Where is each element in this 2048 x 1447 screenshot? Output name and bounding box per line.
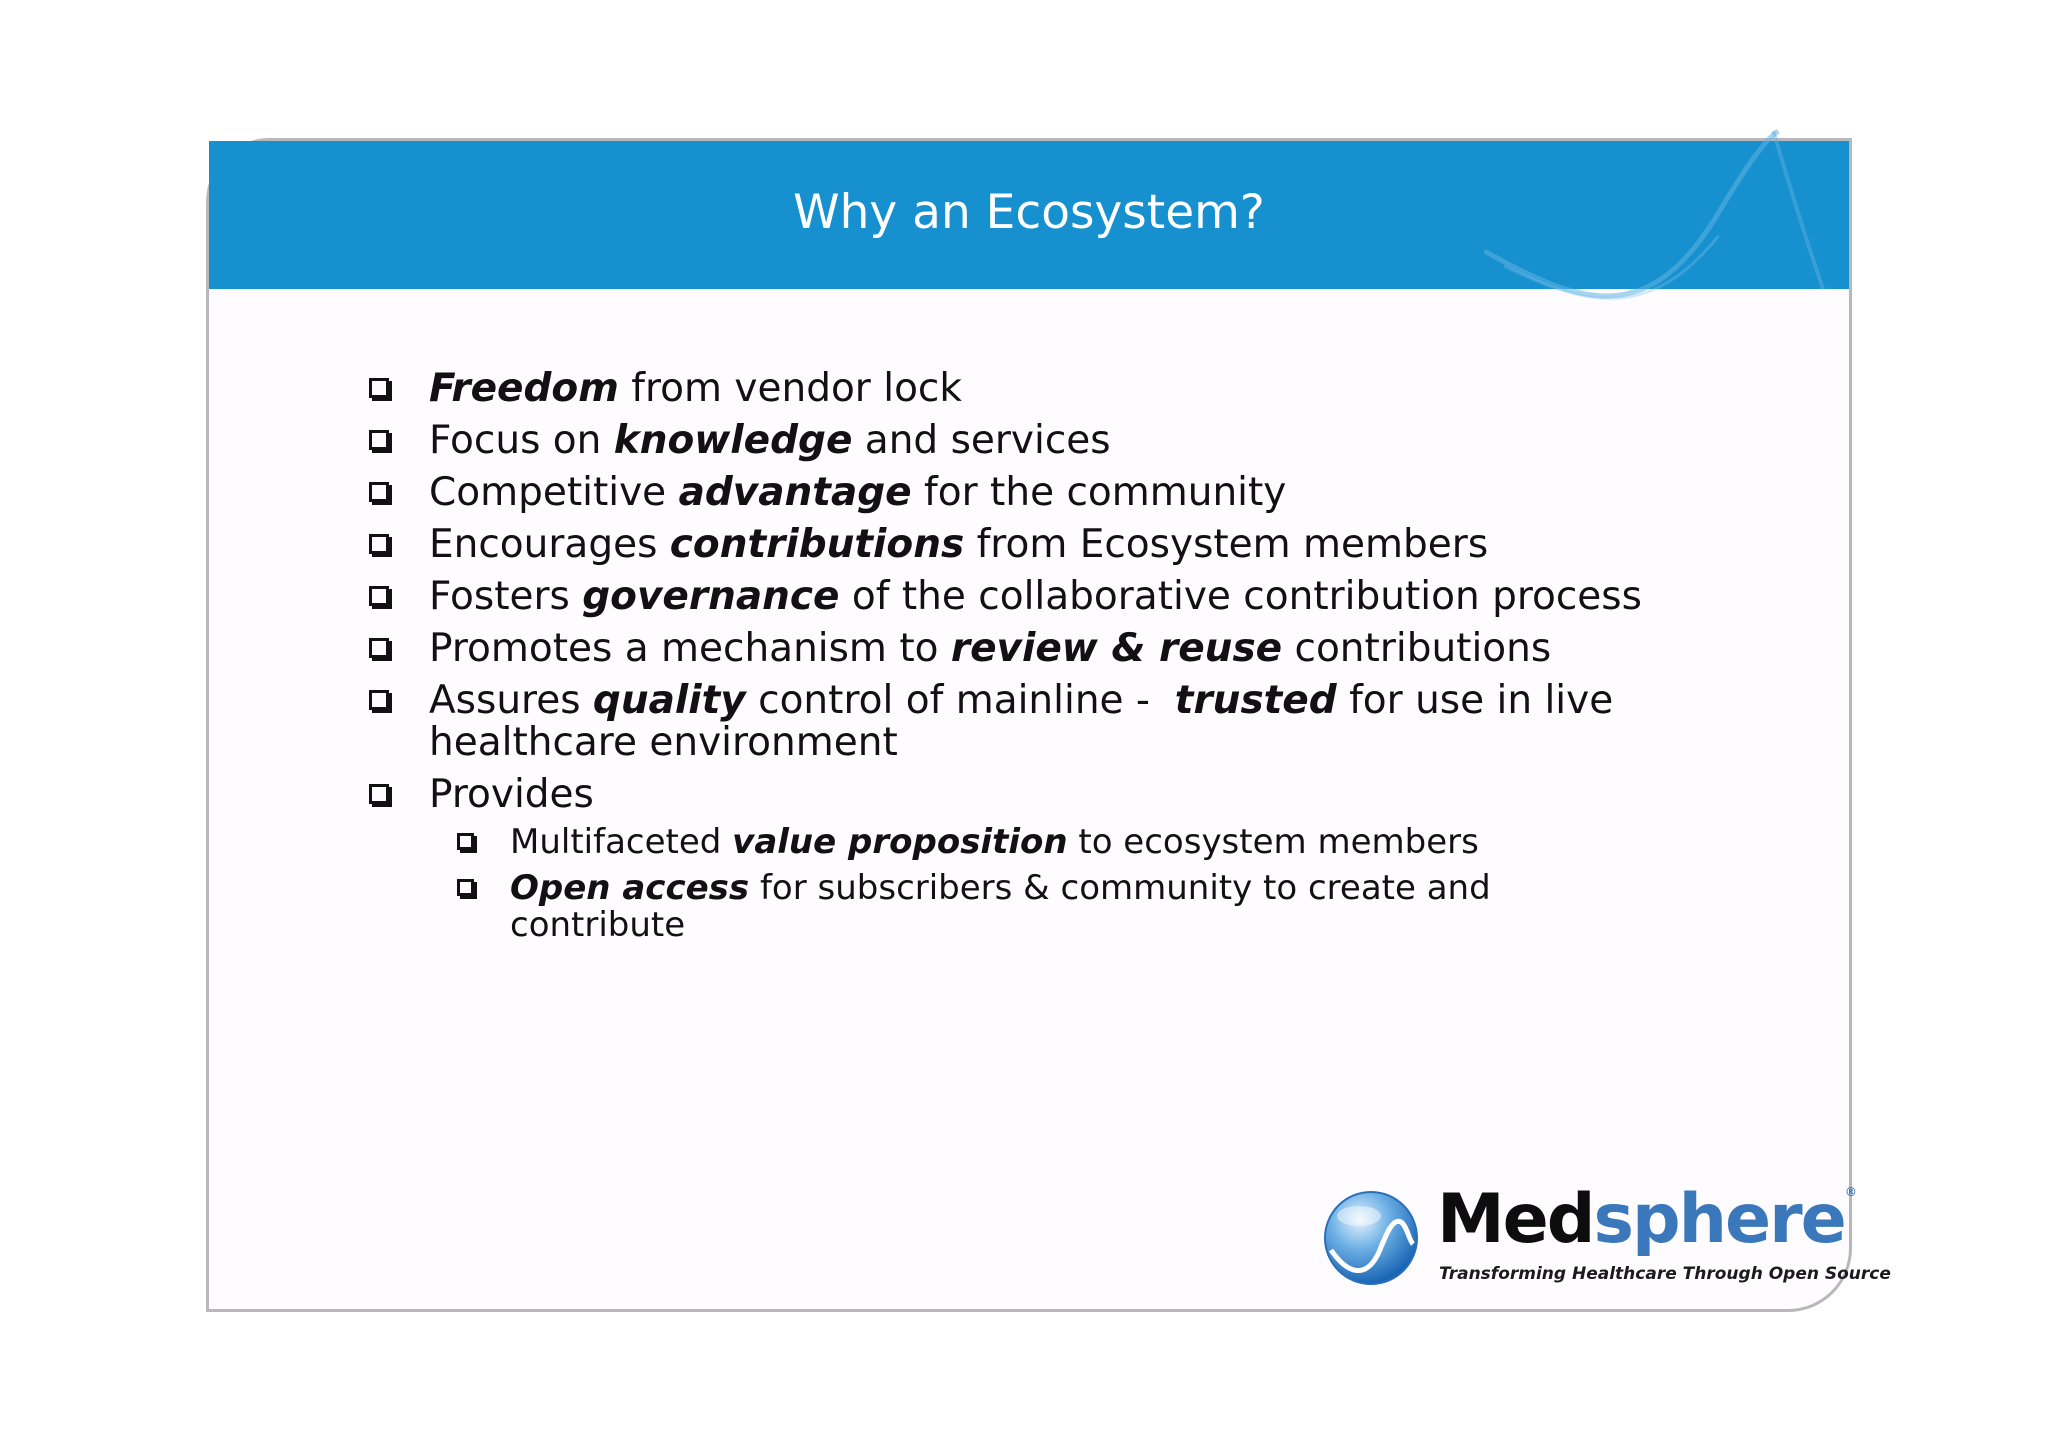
checkbox-square-icon	[369, 638, 389, 658]
slide-title: Why an Ecosystem?	[793, 185, 1265, 240]
sub-bullet-text: Open access for subscribers & community to create and contribute	[510, 868, 1491, 945]
medsphere-logo	[1321, 1180, 1891, 1292]
bullet-text: Promotes a mechanism to review & reuse contributions	[429, 626, 1552, 671]
checkbox-square-icon	[369, 784, 389, 804]
logo-wordmark: Medsphere®	[1437, 1180, 1857, 1259]
bullet-text: Assures quality control of mainline - trusted for use in live healthcare environment	[429, 678, 1614, 765]
checkbox-square-icon	[369, 690, 389, 710]
checkbox-square-icon	[369, 586, 389, 606]
bullet-text: Fosters governance of the collaborative contribution process	[429, 574, 1642, 619]
medsphere-globe-icon	[1321, 1188, 1421, 1288]
bullet-text: Freedom from vendor lock	[429, 366, 962, 411]
checkbox-square-icon	[457, 879, 474, 896]
slide	[206, 138, 1891, 1312]
bullet-text: Encourages contributions from Ecosystem members	[429, 522, 1489, 567]
bullet-text: Focus on knowledge and services	[429, 418, 1111, 463]
checkbox-square-icon	[369, 378, 389, 398]
checkbox-square-icon	[457, 833, 474, 850]
checkbox-square-icon	[369, 482, 389, 502]
slide-content	[209, 141, 1849, 1309]
bullet-text: Provides	[429, 772, 594, 817]
bullet-text: Competitive advantage for the community	[429, 470, 1287, 515]
sub-bullet-text: Multifaceted value proposition to ecosystem members	[510, 822, 1479, 862]
checkbox-square-icon	[369, 534, 389, 554]
checkbox-square-icon	[369, 430, 389, 450]
logo-tagline: Transforming Healthcare Through Open Source	[1439, 1264, 1891, 1284]
